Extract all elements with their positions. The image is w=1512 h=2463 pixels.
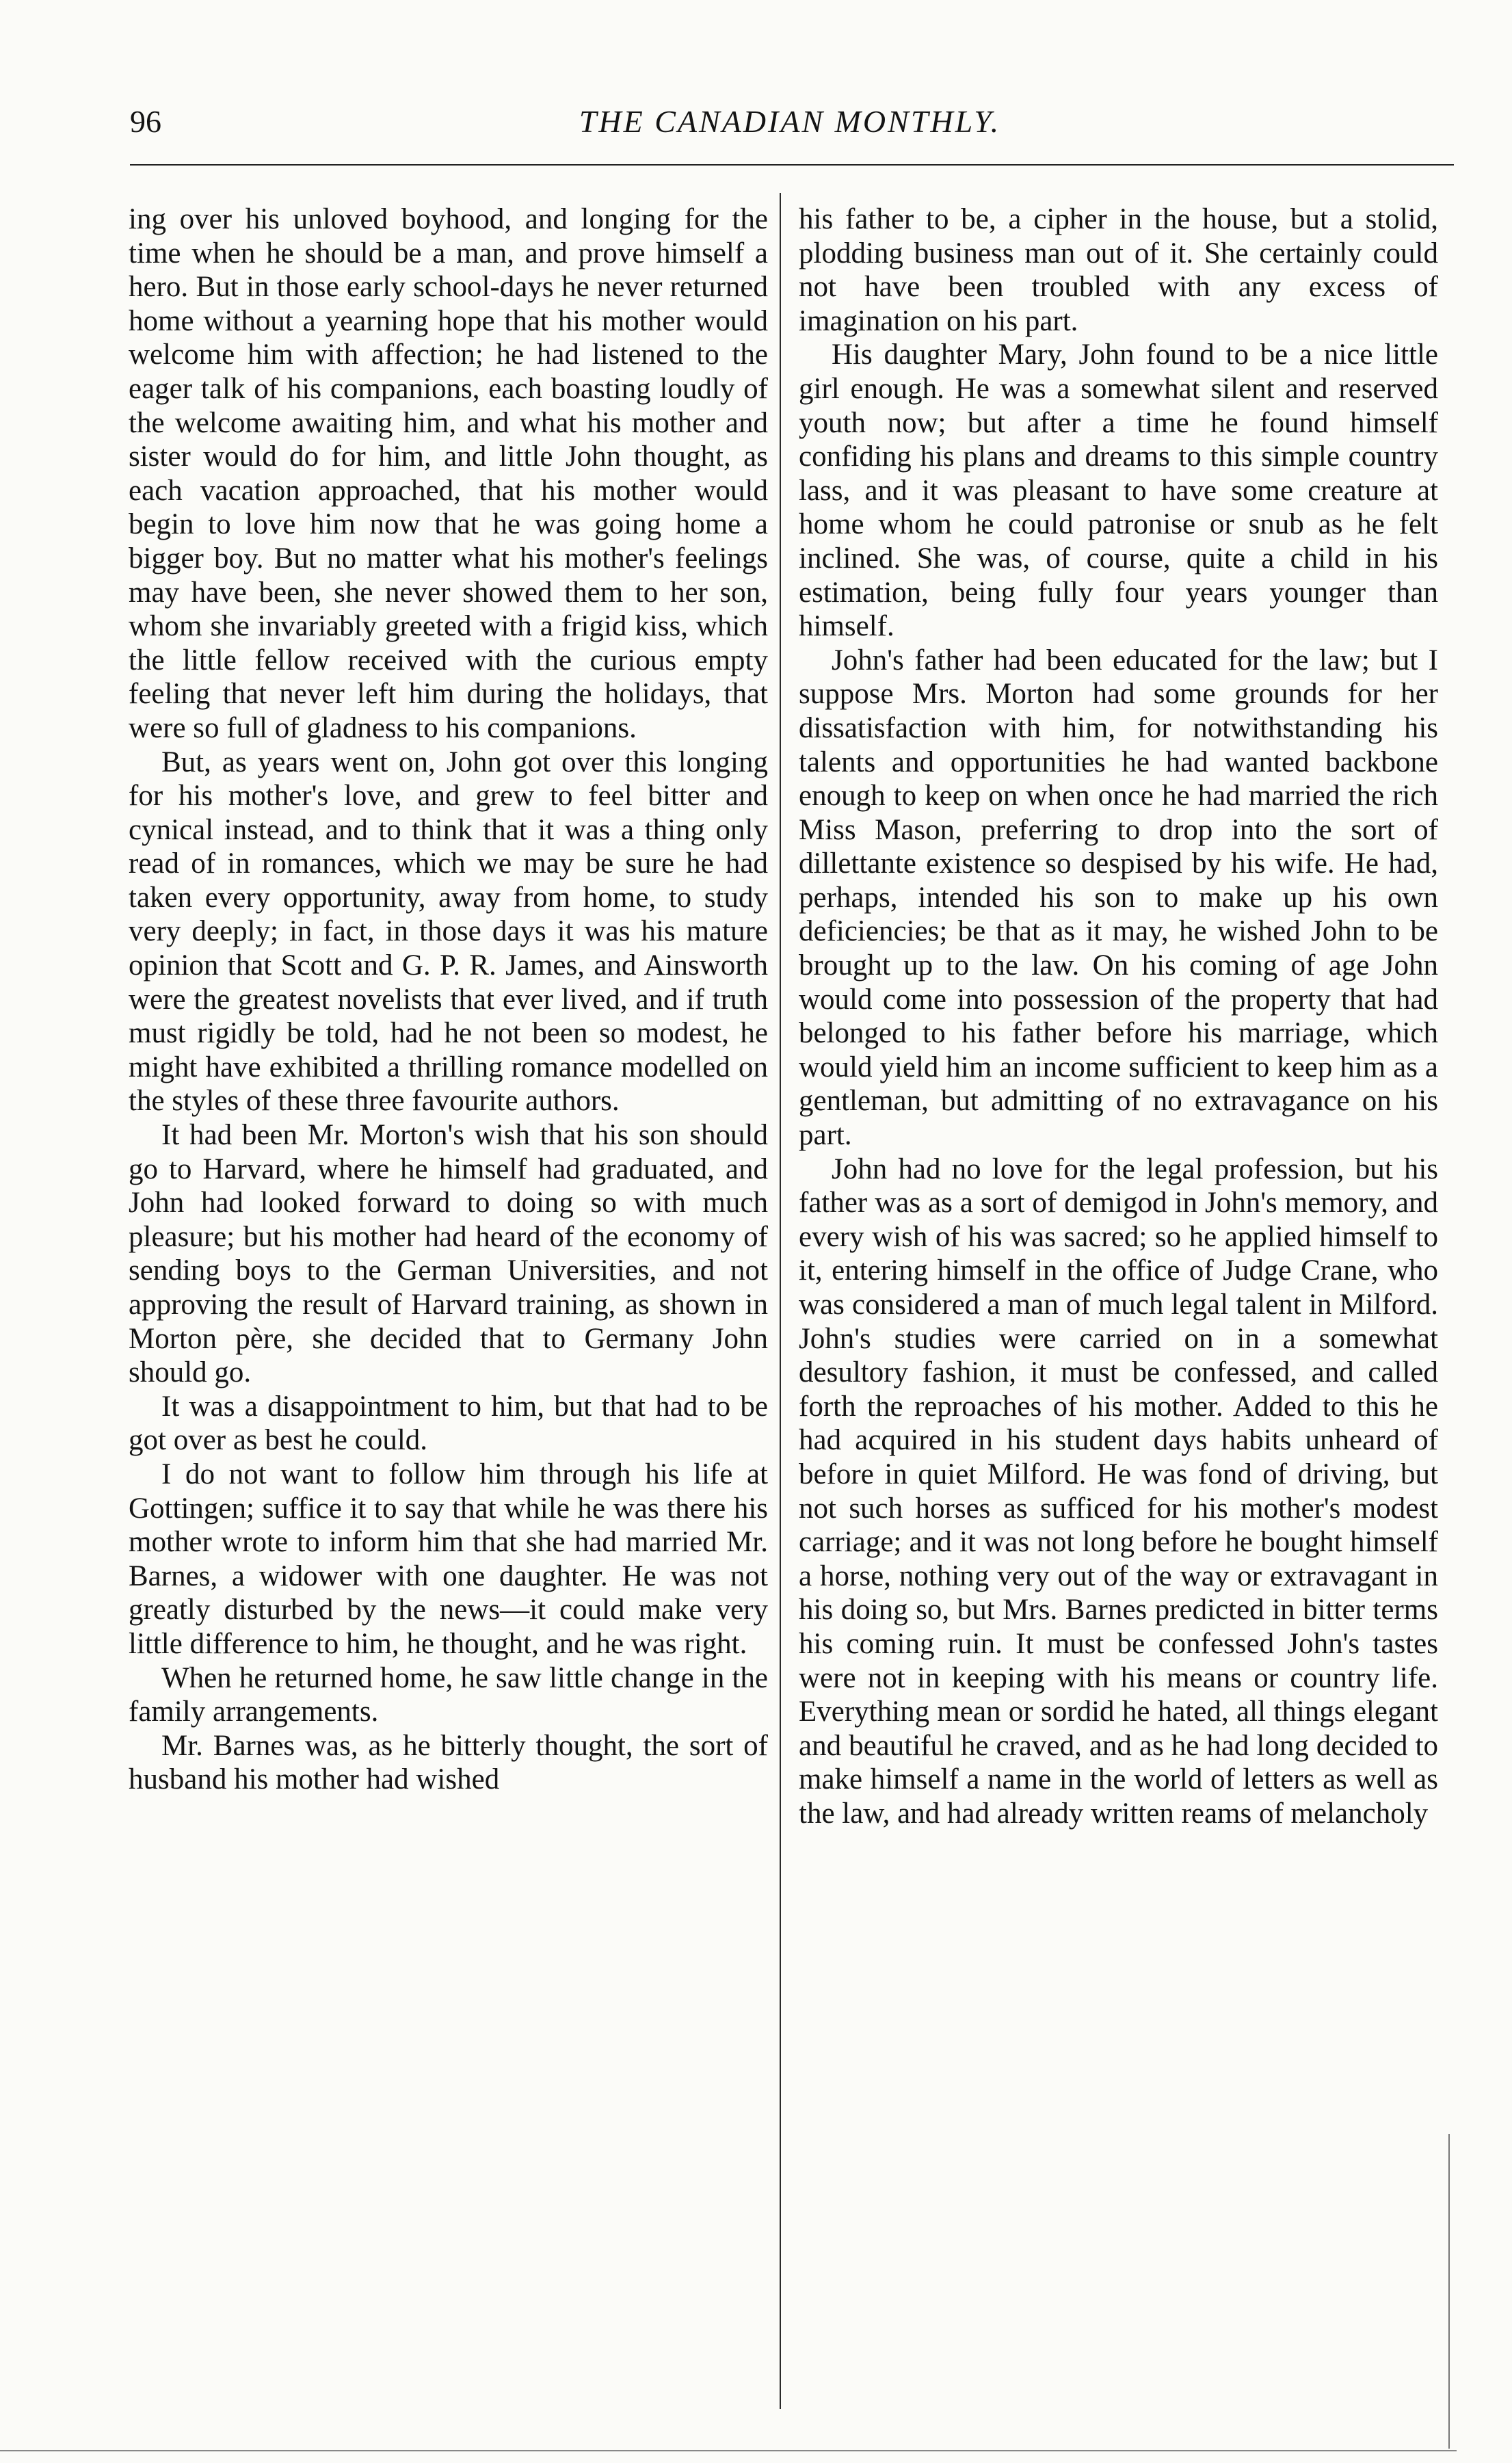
bottom-edge-mark	[0, 2450, 1457, 2451]
page-edge-mark	[1448, 2134, 1450, 2449]
header-rule	[130, 164, 1454, 166]
paragraph: His daughter Mary, John found to be a nice little girl enough. He was a somewhat silent and reserved youth now; but after a time he found himself confiding his plans and dreams to this simple country lass, and it was pleasant to have some creature at home whom he could patronise or snub as he felt inclined. She was, of course, quite a child in his estimation, being fully four years younger than himself.	[799, 339, 1438, 643]
paragraph: his father to be, a cipher in the house, but a stolid, plodding business man out of it. She certainly could not have been troubled with any excess of imagination on his part.	[799, 203, 1438, 337]
paragraph: John had no love for the legal profession, but his father was as a sort of demigod in John's memory, and every wish of his was sacred; so he applied himself to it, entering himself in the office of Judge Crane, who was considered a man of much legal talent in Milford. John's studies were carried on in a somewhat desultory fashion, it must be confessed, and called forth the reproaches of his mother. Added to this he had acquired in his student days habits unheard of before in quiet Milford. He was fond of driving, but not such horses as sufficed for his mother's modest carriage; and it was not long before he bought himself a horse, nothing very out of the way or extravagant in his doing so, but Mrs. Barnes predicted in bitter terms his coming ruin. It must be confessed John's tastes were not in keeping with his means or country life. Everything mean or sordid he hated, all things elegant and beautiful he craved, and as he had long decided to make himself a name in the world of letters as well as the law, and had already written reams of melancholy	[799, 1153, 1438, 1830]
running-title: THE CANADIAN MONTHLY.	[579, 104, 1001, 139]
paragraph: But, as years went on, John got over this longing for his mother's love, and grew to feel bitter and cynical instead, and to think that it was a thing only read of in romances, which we may be sure he had taken every opportunity, away from home, to study very deeply; in fact, in those days it was his mature opinion that Scott and G. P. R. James, and Ainsworth were the greatest novelists that ever lived, and if truth must rigidly be told, had he not been so modest, he might have exhibited a thrilling romance modelled on the styles of these three favourite authors.	[129, 746, 768, 1118]
paragraph: ing over his unloved boyhood, and longing for the time when he should be a man, and prove himself a hero. But in those early school-days he never returned home without a yearning hope that his mother would welcome him with affection; he had listened to the eager talk of his companions, each boasting loudly of the welcome awaiting him, and what his mother and sister would do for him, and little John thought, as each vacation approached, that his mother would begin to love him now that he was going home a bigger boy. But no matter what his mother's feelings may have been, she never showed them to her son, whom she invariably greeted with a frigid kiss, which the little fellow received with the curious empty feeling that never left him during the holidays, that were so full of gladness to his companions.	[129, 203, 768, 744]
paragraph: When he returned home, he saw little change in the family arrangements.	[129, 1661, 768, 1728]
page-header	[130, 101, 1450, 156]
paragraph: Mr. Barnes was, as he bitterly thought, the sort of husband his mother had wished	[129, 1729, 768, 1796]
left-column	[129, 202, 768, 1797]
paragraph: It was a disappointment to him, but that had to be got over as best he could.	[129, 1390, 768, 1457]
paragraph: It had been Mr. Morton's wish that his son should go to Harvard, where he himself had graduated, and John had looked forward to doing so with much pleasure; but his mother had heard of the economy of sending boys to the German Universities, and not approving the result of Harvard training, as shown in Morton père, she decided that to Germany John should go.	[129, 1119, 768, 1389]
right-column	[799, 202, 1438, 1831]
column-divider	[780, 193, 781, 2409]
paragraph: I do not want to follow him through his life at Gottingen; suffice it to say that while he was there his mother wrote to inform him that she had married Mr. Barnes, a widower with one daughter. He was not greatly disturbed by the news—it could make very little difference to him, he thought, and he was right.	[129, 1458, 768, 1660]
page-number: 96	[130, 104, 161, 139]
paragraph: John's father had been educated for the law; but I suppose Mrs. Morton had some grounds for her dissatisfaction with him, for notwithstanding his talents and opportunities he had wanted backbone enough to keep on when once he had married the rich Miss Mason, preferring to drop into the sort of dillettante existence so despised by his wife. He had, perhaps, intended his son to make up his own deficiencies; be that as it may, he wished John to be brought up to the law. On his coming of age John would come into possession of the property that had belonged to his father before his marriage, which would yield him an income sufficient to keep him as a gentleman, but admitting of no extravagance on his part.	[799, 644, 1438, 1152]
